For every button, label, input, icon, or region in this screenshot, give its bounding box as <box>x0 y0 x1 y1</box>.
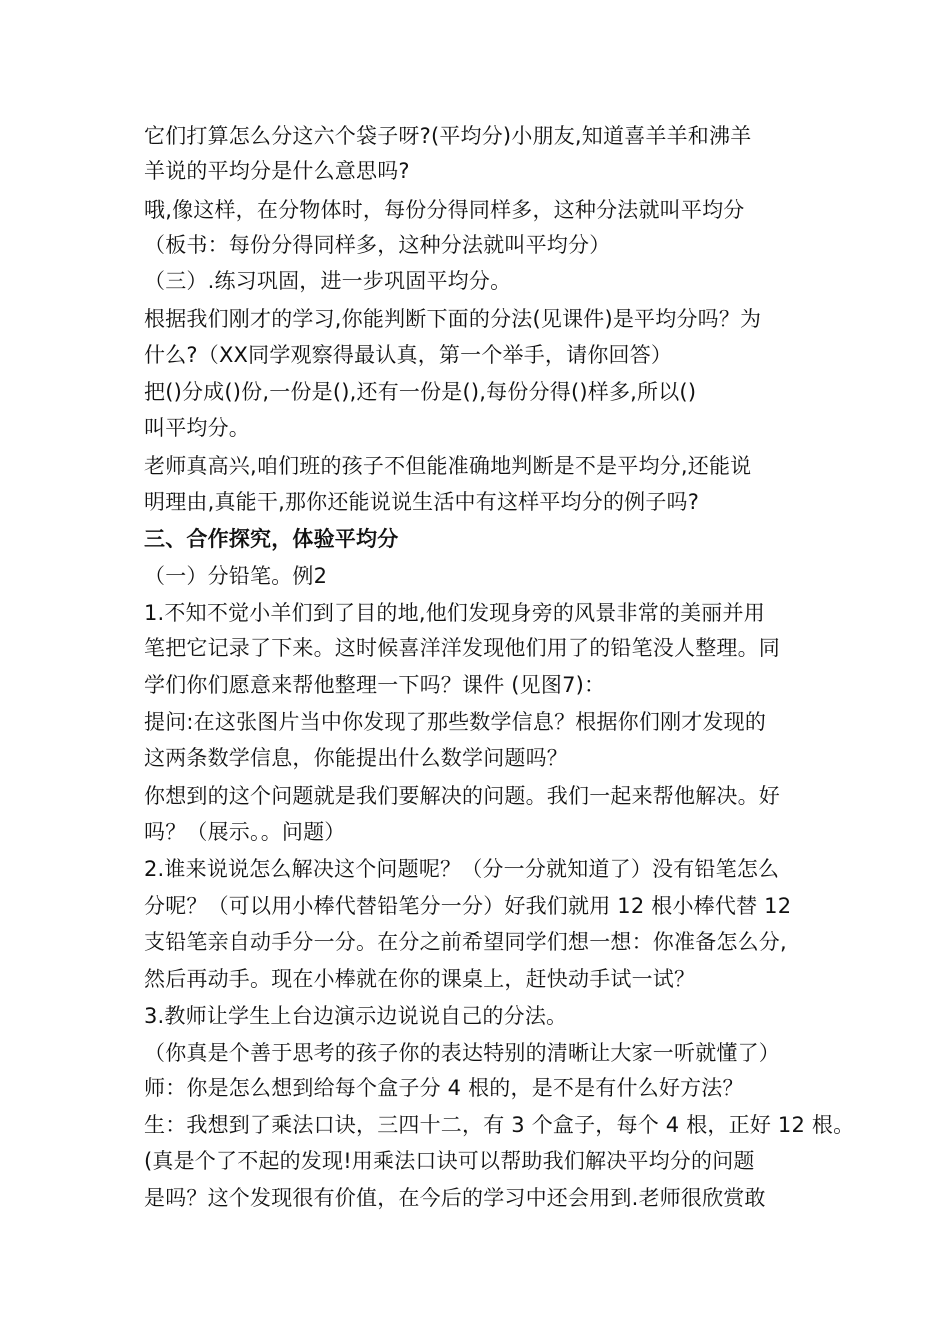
text-line: 羊说的平均分是什么意思吗? <box>144 159 410 183</box>
text-line: 把()分成()份,一份是(),还有一份是(),每份分得()样多,所以() <box>144 380 697 404</box>
text-line: 学们你们愿意来帮他整理一下吗？课件 (见图7)： <box>144 673 606 697</box>
text-line: 这两条数学信息，你能提出什么数学问题吗？ <box>144 746 568 770</box>
text-line: 哦,像这样，在分物体时，每份分得同样多，这种分法就叫平均分 <box>144 198 745 222</box>
text-line: 是吗？这个发现很有价值，在今后的学习中还会用到.老师很欣赏敢 <box>144 1186 766 1210</box>
text-line: (真是个了不起的发现!用乘法口诀可以帮助我们解决平均分的问题 <box>144 1149 755 1173</box>
text-line: 老师真高兴,咱们班的孩子不但能准确地判断是不是平均分,还能说 <box>144 454 752 478</box>
section-heading: （三）.练习巩固，进一步巩固平均分。 <box>144 269 512 293</box>
text-line: 分呢？（可以用小棒代替铅笔分一分）好我们就用 12 根小棒代替 12 <box>144 894 792 918</box>
text-line: 3.教师让学生上台边演示边说说自己的分法。 <box>144 1004 568 1028</box>
subsection-heading: （一）分铅笔。例2 <box>144 564 328 588</box>
text-line: 笔把它记录了下来。这时候喜洋洋发现他们用了的铅笔没人整理。同 <box>144 636 780 660</box>
text-line: 支铅笔亲自动手分一分。在分之前希望同学们想一想：你准备怎么分, <box>144 930 787 954</box>
text-line: 什么?（XX同学观察得最认真，第一个举手，请你回答） <box>144 343 673 367</box>
text-line: （你真是个善于思考的孩子你的表达特别的清晰让大家一听就懂了） <box>144 1041 780 1065</box>
text-line: 吗？（展示。。问题） <box>144 820 346 844</box>
text-line: 生：我想到了乘法口诀，三四十二，有 3 个盒子，每个 4 根，正好 12 根。 <box>144 1113 855 1137</box>
text-line: 明理由,真能干,那你还能说说生活中有这样平均分的例子吗? <box>144 490 700 514</box>
text-line: 根据我们刚才的学习,你能判断下面的分法(见课件)是平均分吗？为 <box>144 307 762 331</box>
text-line: 1.不知不觉小羊们到了目的地,他们发现身旁的风景非常的美丽并用 <box>144 601 765 625</box>
text-line: 它们打算怎么分这六个袋子呀?(平均分)小朋友,知道喜羊羊和沸羊 <box>144 124 752 148</box>
text-line: 2.谁来说说怎么解决这个问题呢？（分一分就知道了）没有铅笔怎么 <box>144 857 780 881</box>
text-line: 叫平均分。 <box>144 416 250 440</box>
text-line: 提问:在这张图片当中你发现了那些数学信息？根据你们刚才发现的 <box>144 710 767 734</box>
text-line: 你想到的这个问题就是我们要解决的问题。我们一起来帮他解决。好 <box>144 784 780 808</box>
section-heading: 三、合作探究，体验平均分 <box>144 527 399 551</box>
text-line: 然后再动手。现在小棒就在你的课桌上，赶快动手试一试？ <box>144 967 696 991</box>
text-line: 师：你是怎么想到给每个盒子分 4 根的，是不是有什么好方法？ <box>144 1076 744 1100</box>
text-line: （板书：每份分得同样多，这种分法就叫平均分） <box>144 233 611 257</box>
